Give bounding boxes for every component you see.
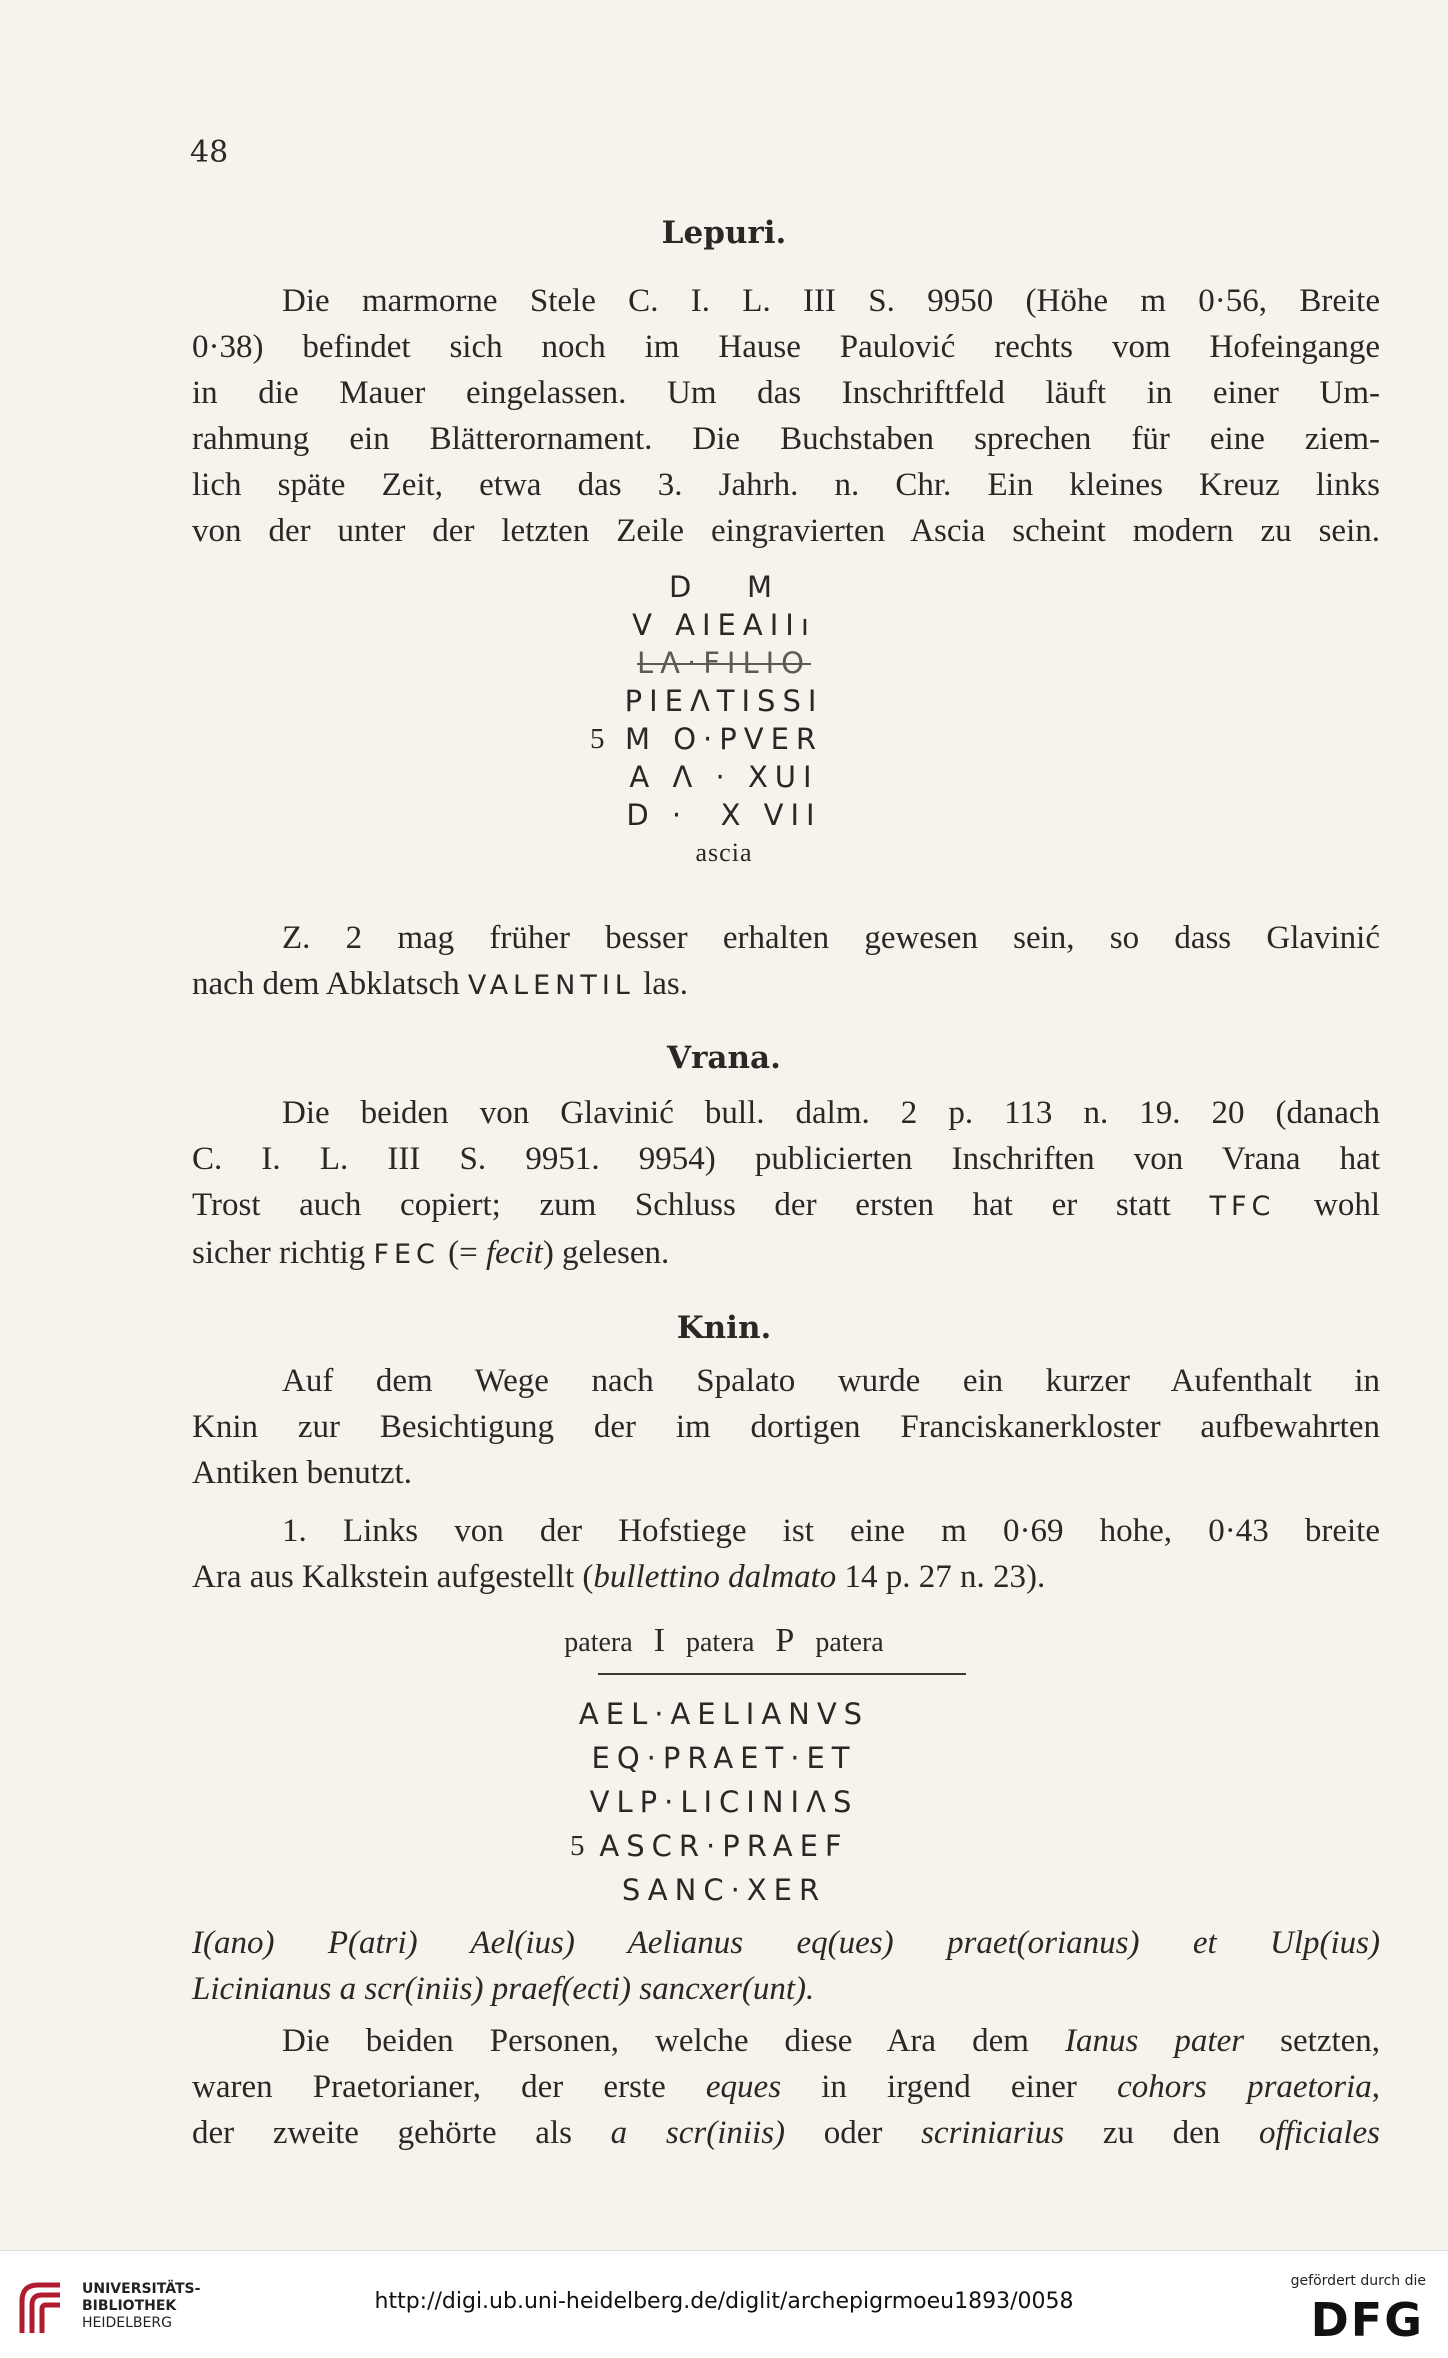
library-name-line: UNIVERSITÄTS- (82, 2281, 201, 2297)
italic-term: Ianus pater (1065, 2023, 1245, 2059)
text-span: zu den (1102, 2115, 1221, 2151)
patera-label: patera (564, 1627, 633, 1658)
italic-term: scriniarius (921, 2115, 1065, 2151)
text-line: lich späte Zeit, etwa das 3. Jahrh. n. Chr. Ein kleines Kreuz links (192, 467, 1380, 503)
text-span: setzten, (1280, 2023, 1381, 2059)
text-line (192, 2018, 1380, 2064)
funding-caption: gefördert durch die (1290, 2273, 1426, 2289)
expansion-knin (192, 1920, 1380, 2012)
text-span: wohl (1314, 1187, 1381, 1223)
text-line (192, 2064, 1380, 2110)
text-span: Trost auch copiert; zum Schluss der ersten hat er statt (192, 1187, 1171, 1223)
patera-label: patera (686, 1627, 755, 1658)
heading-vrana: Vrana. (667, 1040, 781, 1076)
inscription-line: VLP·LICINIΛS (589, 1785, 859, 1819)
library-name-line: HEIDELBERG (82, 2315, 172, 2331)
inscription-reading: FEC (373, 1239, 440, 1270)
inscription-line: A Λ · XUI (629, 760, 819, 794)
text-span: in irgend einer (821, 2069, 1077, 2105)
divider-rule (598, 1673, 966, 1675)
text-line: 0·38) befindet sich noch im Hause Paulović rechts vom Hofeingange (192, 329, 1380, 365)
text-line: von der unter der letzten Zeile eingravierten Ascia scheint modern zu sein. (192, 513, 1380, 549)
inscription-line: EQ·PRAET·ET (591, 1741, 857, 1775)
text-span: (= (448, 1235, 478, 1271)
text-span: las. (643, 966, 689, 1002)
line-number: 5 (590, 723, 605, 755)
page-number: 48 (190, 135, 229, 170)
text-line: rahmung ein Blätterornament. Die Buchstaben sprechen für eine ziem- (192, 421, 1380, 457)
patera-letter: I (653, 1622, 665, 1659)
inscription-knin (0, 1692, 1448, 1912)
heading-lepuri: Lepuri. (661, 215, 787, 251)
text-line: 1. Links von der Hofstiege ist eine m 0·69 hohe, 0·43 breite (282, 1513, 1380, 1549)
italic-term: officiales (1259, 2115, 1380, 2151)
text-line: Z. 2 mag früher besser erhalten gewesen sein, so dass Glavinić (282, 920, 1380, 956)
text-line: Antiken benutzt. (192, 1455, 412, 1491)
inscription-line: AEL·AELIANVS (578, 1697, 870, 1731)
text-line (192, 1230, 1380, 1278)
inscription-line: PIEΛTISSI (624, 684, 824, 718)
text-line: Knin zur Besichtigung der im dortigen Franciskanerkloster aufbewahrten (192, 1409, 1380, 1445)
text-span: 14 p. 27 n. 23). (844, 1559, 1046, 1595)
paragraph-vrana (192, 1090, 1380, 1278)
patera-label: patera (815, 1627, 884, 1658)
inscription-line-damaged: LΛ·FILIO (637, 646, 811, 680)
text-line (192, 1554, 1380, 1600)
text-span: sicher richtig (192, 1235, 366, 1271)
italic-term: bullettino dalmato (593, 1559, 837, 1595)
inscription-text: ASCR·PRAEF (599, 1829, 849, 1863)
text-line (192, 961, 1380, 1009)
patera-letter: P (775, 1622, 795, 1659)
inscription-line-5 (0, 720, 1448, 758)
dfg-logo: DFG (1310, 2293, 1424, 2347)
text-line: C. I. L. III S. 9951. 9954) publicierten Inschriften von Vrana hat (192, 1141, 1380, 1177)
italic-term: fecit (486, 1235, 543, 1271)
italic-term: cohors praetoria (1117, 2069, 1372, 2105)
source-url-link[interactable]: http://digi.ub.uni-heidelberg.de/diglit/archepigrmoeu1893/0058 (374, 2289, 1074, 2314)
text-span: waren Praetorianer, der erste (192, 2069, 666, 2105)
paragraph-knin-1 (192, 1358, 1380, 1496)
library-name-line: BIBLIOTHEK (82, 2298, 177, 2314)
footer-bar (0, 2250, 1448, 2358)
italic-term: a scr(iniis) (610, 2115, 786, 2151)
italic-term: eques (705, 2069, 782, 2105)
paragraph-knin-2 (192, 1508, 1380, 1600)
text-line: Licinianus a scr(iniis) praef(ecti) sancxer(unt). (192, 1971, 815, 2007)
text-span: oder (823, 2115, 883, 2151)
text-line: Die marmorne Stele C. I. L. III S. 9950 (Höhe m 0·56, Breite (282, 283, 1380, 319)
text-line: I(ano) P(atri) Ael(ius) Aelianus eq(ues) praet(orianus) et Ulp(ius) (192, 1925, 1380, 1961)
paragraph-lepuri-2 (192, 915, 1380, 1009)
paragraph-knin-3 (192, 2018, 1380, 2156)
inscription-lepuri (0, 568, 1448, 872)
inscription-reading: TFC (1209, 1191, 1276, 1222)
text-line (192, 1182, 1380, 1230)
text-line: Die beiden von Glavinić bull. dalm. 2 p. 113 n. 19. 20 (danach (282, 1095, 1380, 1131)
text-span: ) gelesen. (542, 1235, 670, 1271)
text-span: nach dem Abklatsch (192, 966, 460, 1002)
inscription-line: SANC·XER (621, 1873, 827, 1907)
inscription-line: D · X VII (626, 798, 822, 832)
text-span: der zweite gehörte als (192, 2115, 572, 2151)
ascia-label: ascia (695, 838, 753, 867)
text-span: , (1371, 2069, 1380, 2105)
inscription-line-5 (0, 1824, 1448, 1868)
heading-knin: Knin. (676, 1310, 772, 1346)
inscription-line: V AIEAIIı (632, 608, 816, 642)
line-number: 5 (570, 1830, 585, 1862)
patera-line (0, 1622, 1448, 1660)
inscription-line: D M (668, 570, 779, 604)
inscription-text: M O·PVER (624, 722, 824, 756)
text-span: Ara aus Kalkstein aufgestellt ( (192, 1559, 594, 1595)
paragraph-lepuri-1 (192, 278, 1380, 554)
inscription-reading: VALENTIL (467, 970, 635, 1001)
text-line: Auf dem Wege nach Spalato wurde ein kurzer Aufenthalt in (282, 1363, 1380, 1399)
text-line (192, 2110, 1380, 2156)
text-line: in die Mauer eingelassen. Um das Inschriftfeld läuft in einer Um- (192, 375, 1380, 411)
text-span: Die beiden Personen, welche diese Ara dem (282, 2023, 1029, 2059)
